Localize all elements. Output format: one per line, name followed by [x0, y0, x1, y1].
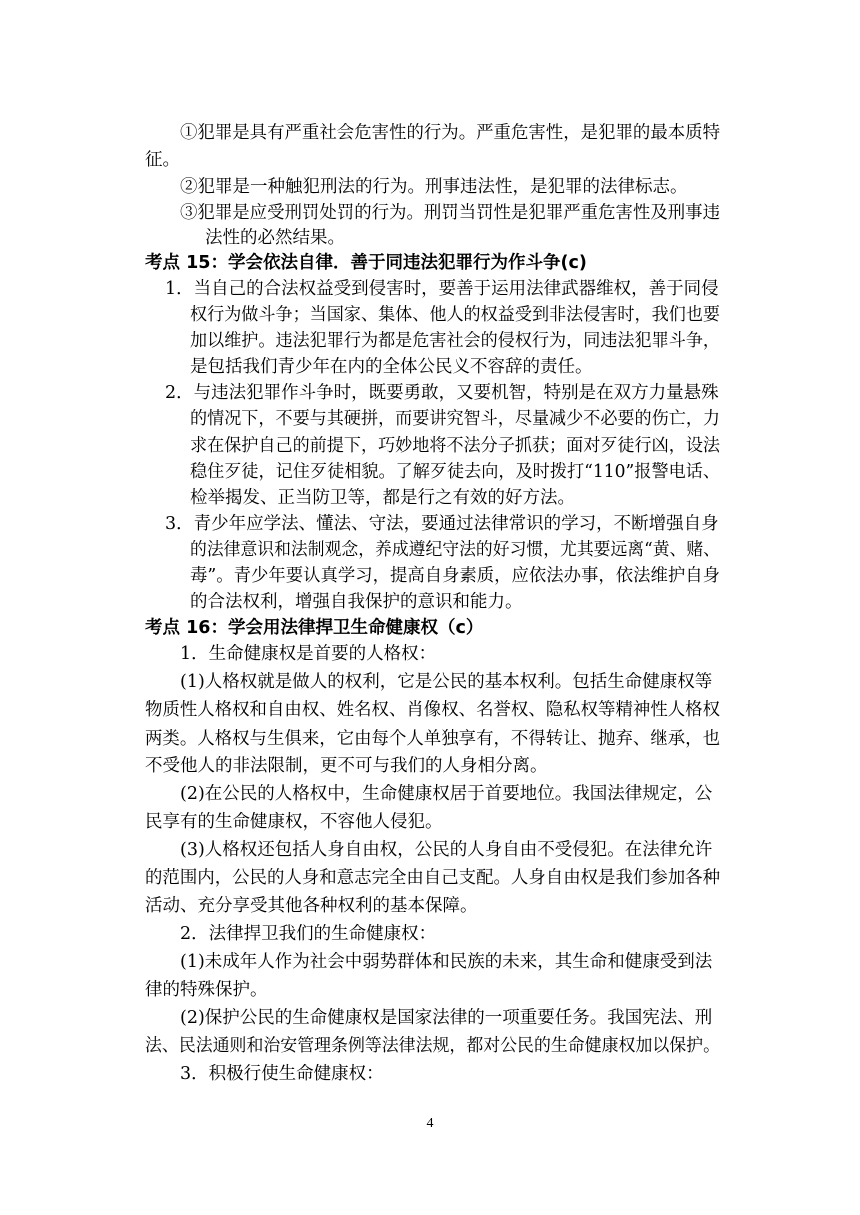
text-line: ②犯罪是一种触犯刑法的行为。刑事违法性，是犯罪的法律标志。	[180, 177, 688, 197]
text-line: 的合法权利，增强自我保护的意识和能力。	[190, 592, 523, 612]
text-line: 活动、充分享受其他各种权利的基本保障。	[145, 896, 478, 916]
text-line: (3)人格权还包括人身自由权，公民的人身自由不受侵犯。在法律允许	[180, 840, 713, 860]
text-line: 检举揭发、正当防卫等，都是行之有效的好方法。	[190, 488, 575, 508]
text-line: 1．当自己的合法权益受到侵害时，要善于运用法律武器维权，善于同侵	[165, 279, 719, 299]
text-line: 不受他人的非法限制，更不可与我们的人身相分离。	[145, 756, 548, 776]
text-line: (1)人格权就是做人的权利，它是公民的基本权利。包括生命健康权等	[180, 672, 713, 692]
text-line: (2)保护公民的生命健康权是国家法律的一项重要任务。我国宪法、刑	[180, 1008, 713, 1028]
text-line: 的法律意识和法制观念，养成遵纪守法的好习惯，尤其要远离“黄、赌、	[190, 540, 721, 560]
text-line: 求在保护自己的前提下，巧妙地将不法分子抓获；面对歹徒行凶，设法	[190, 436, 721, 456]
text-line: 的情况下，不要与其硬拼，而要讲究智斗，尽量减少不必要的伤亡，力	[190, 409, 721, 429]
text-line: 法、民法通则和治安管理条例等法律法规，都对公民的生命健康权加以保护。	[145, 1036, 721, 1056]
text-line: 2．法律捍卫我们的生命健康权：	[180, 924, 437, 944]
text-line: 律的特殊保护。	[145, 980, 268, 1000]
text-line: (2)在公民的人格权中，生命健康权居于首要地位。我国法律规定，公	[180, 784, 713, 804]
text-line: (1)未成年人作为社会中弱势群体和民族的未来，其生命和健康受到法	[180, 952, 713, 972]
text-line: 3．青少年应学法、懂法、守法，要通过法律常识的学习，不断增强自身	[165, 514, 719, 534]
text-line: 法性的必然结果。	[205, 228, 345, 248]
text-line: 征。	[145, 150, 180, 170]
text-line: 权行为做斗争；当国家、集体、他人的权益受到非法侵害时，我们也要	[190, 305, 721, 325]
text-line: 是包括我们青少年在内的全体公民义不容辞的责任。	[190, 357, 593, 377]
text-line: 1．生命健康权是首要的人格权：	[180, 644, 437, 664]
text-line: 毒”。青少年要认真学习，提高自身素质，应依法办事，依法维护自身	[190, 566, 721, 586]
text-line: 民享有的生命健康权，不容他人侵犯。	[145, 812, 443, 832]
text-line: 的范围内，公民的人身和意志完全由自己支配。人身自由权是我们参加各种	[145, 868, 721, 888]
text-line: 两类。人格权与生俱来，它由每个人单独享有，不得转让、抛弃、继承，也	[145, 729, 721, 749]
text-line: 物质性人格权和自由权、姓名权、肖像权、名誉权、隐私权等精神性人格权	[145, 700, 721, 720]
text-line: 稳住歹徒，记住歹徒相貌。了解歹徒去向，及时拨打“110”报警电话、	[190, 462, 720, 482]
text-line: 加以维护。违法犯罪行为都是危害社会的侵权行为，同违法犯罪斗争，	[190, 331, 721, 351]
page-number: 4	[426, 1116, 434, 1131]
section-heading: 考点 15：学会依法自律．善于同违法犯罪行为作斗争(c)	[145, 253, 587, 273]
text-line: 3．积极行使生命健康权：	[180, 1064, 384, 1084]
text-line: ③犯罪是应受刑罚处罚的行为。刑罚当罚性是犯罪严重危害性及刑事违	[180, 203, 721, 223]
section-heading: 考点 16：学会用法律捍卫生命健康权（c）	[145, 618, 484, 638]
text-line: 2．与违法犯罪作斗争时，既要勇敢，又要机智，特别是在双方力量悬殊	[165, 383, 719, 403]
text-line: ①犯罪是具有严重社会危害性的行为。严重危害性，是犯罪的最本质特	[180, 123, 721, 143]
